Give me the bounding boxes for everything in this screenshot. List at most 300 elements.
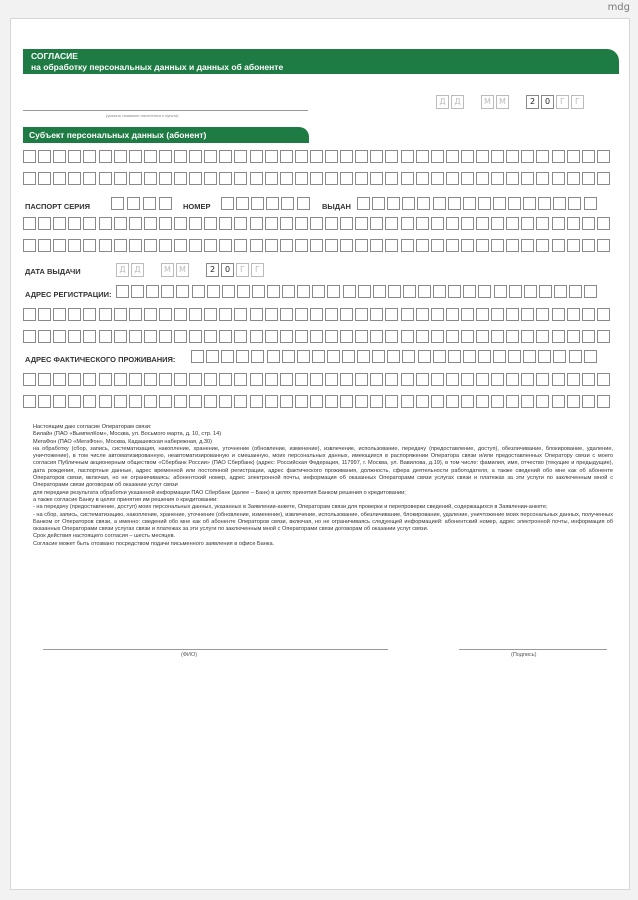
char-box[interactable]: [446, 150, 459, 163]
char-box[interactable]: [325, 217, 338, 230]
char-box[interactable]: [355, 239, 368, 252]
char-box[interactable]: [129, 308, 142, 321]
char-box[interactable]: [463, 350, 476, 363]
char-box[interactable]: [597, 150, 610, 163]
char-box[interactable]: [174, 308, 187, 321]
char-box[interactable]: [280, 395, 293, 408]
char-box[interactable]: [358, 285, 371, 298]
char-box[interactable]: [506, 239, 519, 252]
char-box[interactable]: [99, 172, 112, 185]
char-box[interactable]: [340, 150, 353, 163]
char-box[interactable]: [494, 285, 507, 298]
char-box[interactable]: [189, 172, 202, 185]
char-box[interactable]: [327, 285, 340, 298]
char-box[interactable]: [491, 308, 504, 321]
char-box[interactable]: [189, 150, 202, 163]
char-box[interactable]: [569, 285, 582, 298]
char-box[interactable]: [114, 217, 127, 230]
char-box[interactable]: [99, 330, 112, 343]
char-box[interactable]: [461, 330, 474, 343]
char-box[interactable]: [297, 285, 310, 298]
char-box[interactable]: [582, 330, 595, 343]
char-box[interactable]: [144, 239, 157, 252]
char-box[interactable]: [265, 172, 278, 185]
char-box[interactable]: [250, 373, 263, 386]
char-box[interactable]: [297, 350, 310, 363]
char-box[interactable]: [221, 197, 234, 210]
char-box[interactable]: [297, 197, 310, 210]
char-box[interactable]: [431, 373, 444, 386]
char-box[interactable]: [416, 330, 429, 343]
char-box[interactable]: [312, 350, 325, 363]
char-box[interactable]: [567, 239, 580, 252]
char-box[interactable]: [280, 373, 293, 386]
char-box[interactable]: [552, 172, 565, 185]
char-box[interactable]: [448, 197, 461, 210]
char-box[interactable]: [597, 373, 610, 386]
char-box[interactable]: [476, 239, 489, 252]
char-box[interactable]: [508, 197, 521, 210]
char-box[interactable]: [221, 350, 234, 363]
char-box[interactable]: [68, 172, 81, 185]
char-box[interactable]: [478, 285, 491, 298]
char-box[interactable]: [295, 172, 308, 185]
char-box[interactable]: [68, 373, 81, 386]
char-box[interactable]: [491, 150, 504, 163]
char-box[interactable]: [99, 395, 112, 408]
char-box[interactable]: [159, 217, 172, 230]
char-box[interactable]: [340, 395, 353, 408]
char-box[interactable]: [538, 350, 551, 363]
char-box[interactable]: [252, 285, 265, 298]
char-box[interactable]: [355, 395, 368, 408]
char-box[interactable]: [204, 239, 217, 252]
char-box[interactable]: [552, 217, 565, 230]
char-box[interactable]: [401, 395, 414, 408]
char-box[interactable]: [506, 330, 519, 343]
fio-field[interactable]: [43, 649, 388, 650]
date-char-cell[interactable]: Г: [571, 95, 584, 109]
char-box[interactable]: [446, 172, 459, 185]
char-box[interactable]: [491, 217, 504, 230]
char-box[interactable]: [265, 150, 278, 163]
date-char-cell[interactable]: М: [481, 95, 494, 109]
char-box[interactable]: [536, 330, 549, 343]
char-box[interactable]: [144, 172, 157, 185]
char-box[interactable]: [83, 150, 96, 163]
char-box[interactable]: [521, 172, 534, 185]
char-box[interactable]: [83, 308, 96, 321]
char-box[interactable]: [23, 395, 36, 408]
char-box[interactable]: [402, 197, 415, 210]
char-box[interactable]: [461, 373, 474, 386]
char-box[interactable]: [174, 239, 187, 252]
char-box[interactable]: [491, 330, 504, 343]
char-box[interactable]: [83, 373, 96, 386]
char-box[interactable]: [582, 239, 595, 252]
char-box[interactable]: [219, 308, 232, 321]
char-box[interactable]: [146, 285, 159, 298]
char-box[interactable]: [234, 172, 247, 185]
char-box[interactable]: [461, 217, 474, 230]
char-box[interactable]: [597, 217, 610, 230]
char-box[interactable]: [446, 330, 459, 343]
char-box[interactable]: [310, 308, 323, 321]
char-box[interactable]: [174, 395, 187, 408]
char-box[interactable]: [416, 172, 429, 185]
char-box[interactable]: [250, 172, 263, 185]
char-box[interactable]: [385, 330, 398, 343]
char-box[interactable]: [99, 150, 112, 163]
char-box[interactable]: [521, 217, 534, 230]
char-box[interactable]: [493, 350, 506, 363]
char-box[interactable]: [131, 285, 144, 298]
date-char-cell[interactable]: Д: [436, 95, 449, 109]
char-box[interactable]: [355, 330, 368, 343]
char-box[interactable]: [159, 373, 172, 386]
char-box[interactable]: [401, 172, 414, 185]
char-box[interactable]: [53, 172, 66, 185]
date-char-cell[interactable]: М: [161, 263, 174, 277]
char-box[interactable]: [250, 395, 263, 408]
char-box[interactable]: [129, 239, 142, 252]
char-box[interactable]: [355, 373, 368, 386]
char-box[interactable]: [418, 285, 431, 298]
char-box[interactable]: [521, 395, 534, 408]
char-box[interactable]: [325, 172, 338, 185]
char-box[interactable]: [295, 239, 308, 252]
char-box[interactable]: [491, 373, 504, 386]
char-box[interactable]: [446, 308, 459, 321]
char-box[interactable]: [461, 395, 474, 408]
char-box[interactable]: [295, 308, 308, 321]
char-box[interactable]: [174, 217, 187, 230]
char-box[interactable]: [370, 373, 383, 386]
char-box[interactable]: [401, 239, 414, 252]
char-box[interactable]: [388, 285, 401, 298]
char-box[interactable]: [129, 373, 142, 386]
char-box[interactable]: [401, 150, 414, 163]
char-box[interactable]: [343, 285, 356, 298]
char-box[interactable]: [295, 395, 308, 408]
char-box[interactable]: [68, 239, 81, 252]
char-box[interactable]: [310, 172, 323, 185]
char-box[interactable]: [295, 217, 308, 230]
char-box[interactable]: [219, 373, 232, 386]
char-box[interactable]: [267, 285, 280, 298]
char-box[interactable]: [23, 172, 36, 185]
char-box[interactable]: [567, 308, 580, 321]
char-box[interactable]: [493, 197, 506, 210]
char-box[interactable]: [189, 308, 202, 321]
char-box[interactable]: [99, 217, 112, 230]
char-box[interactable]: [552, 330, 565, 343]
char-box[interactable]: [431, 150, 444, 163]
char-box[interactable]: [144, 330, 157, 343]
char-box[interactable]: [325, 308, 338, 321]
char-box[interactable]: [219, 395, 232, 408]
char-box[interactable]: [129, 330, 142, 343]
date-char-cell[interactable]: Г: [556, 95, 569, 109]
char-box[interactable]: [325, 330, 338, 343]
char-box[interactable]: [463, 197, 476, 210]
char-box[interactable]: [476, 373, 489, 386]
char-box[interactable]: [38, 330, 51, 343]
char-box[interactable]: [431, 217, 444, 230]
char-box[interactable]: [582, 373, 595, 386]
char-box[interactable]: [280, 330, 293, 343]
char-box[interactable]: [234, 150, 247, 163]
char-box[interactable]: [372, 197, 385, 210]
date-char-cell[interactable]: 0: [541, 95, 554, 109]
char-box[interactable]: [385, 395, 398, 408]
char-box[interactable]: [68, 150, 81, 163]
char-box[interactable]: [523, 197, 536, 210]
char-box[interactable]: [355, 172, 368, 185]
char-box[interactable]: [174, 330, 187, 343]
char-box[interactable]: [189, 373, 202, 386]
char-box[interactable]: [476, 308, 489, 321]
char-box[interactable]: [582, 150, 595, 163]
char-box[interactable]: [509, 285, 522, 298]
char-box[interactable]: [250, 217, 263, 230]
char-box[interactable]: [402, 350, 415, 363]
char-box[interactable]: [597, 395, 610, 408]
char-box[interactable]: [53, 239, 66, 252]
char-box[interactable]: [416, 150, 429, 163]
char-box[interactable]: [53, 217, 66, 230]
char-box[interactable]: [129, 217, 142, 230]
char-box[interactable]: [189, 239, 202, 252]
char-box[interactable]: [491, 239, 504, 252]
char-box[interactable]: [446, 217, 459, 230]
char-box[interactable]: [161, 285, 174, 298]
char-box[interactable]: [431, 172, 444, 185]
char-box[interactable]: [582, 395, 595, 408]
char-box[interactable]: [53, 330, 66, 343]
char-box[interactable]: [597, 239, 610, 252]
char-box[interactable]: [83, 239, 96, 252]
char-box[interactable]: [582, 217, 595, 230]
date-char-cell[interactable]: 2: [526, 95, 539, 109]
char-box[interactable]: [431, 330, 444, 343]
char-box[interactable]: [38, 172, 51, 185]
date-char-cell[interactable]: М: [496, 95, 509, 109]
char-box[interactable]: [552, 308, 565, 321]
char-box[interactable]: [325, 150, 338, 163]
char-box[interactable]: [144, 373, 157, 386]
char-box[interactable]: [597, 172, 610, 185]
char-box[interactable]: [523, 350, 536, 363]
char-box[interactable]: [204, 395, 217, 408]
char-box[interactable]: [174, 172, 187, 185]
char-box[interactable]: [491, 172, 504, 185]
char-box[interactable]: [491, 395, 504, 408]
char-box[interactable]: [234, 217, 247, 230]
date-char-cell[interactable]: 2: [206, 263, 219, 277]
char-box[interactable]: [265, 330, 278, 343]
char-box[interactable]: [282, 285, 295, 298]
date-char-cell[interactable]: Г: [251, 263, 264, 277]
char-box[interactable]: [159, 239, 172, 252]
char-box[interactable]: [280, 239, 293, 252]
char-box[interactable]: [53, 373, 66, 386]
char-box[interactable]: [506, 373, 519, 386]
date-char-cell[interactable]: 0: [221, 263, 234, 277]
char-box[interactable]: [476, 395, 489, 408]
char-box[interactable]: [521, 330, 534, 343]
char-box[interactable]: [129, 172, 142, 185]
char-box[interactable]: [38, 239, 51, 252]
char-box[interactable]: [144, 308, 157, 321]
char-box[interactable]: [521, 239, 534, 252]
char-box[interactable]: [387, 350, 400, 363]
char-box[interactable]: [174, 373, 187, 386]
char-box[interactable]: [204, 150, 217, 163]
city-field[interactable]: [23, 110, 308, 111]
char-box[interactable]: [219, 217, 232, 230]
char-box[interactable]: [401, 330, 414, 343]
char-box[interactable]: [325, 373, 338, 386]
char-box[interactable]: [295, 150, 308, 163]
char-box[interactable]: [372, 350, 385, 363]
char-box[interactable]: [266, 197, 279, 210]
char-box[interactable]: [159, 308, 172, 321]
char-box[interactable]: [416, 308, 429, 321]
char-box[interactable]: [280, 308, 293, 321]
char-box[interactable]: [114, 330, 127, 343]
char-box[interactable]: [23, 373, 36, 386]
char-box[interactable]: [237, 285, 250, 298]
char-box[interactable]: [192, 285, 205, 298]
date-char-cell[interactable]: Д: [131, 263, 144, 277]
char-box[interactable]: [340, 239, 353, 252]
char-box[interactable]: [159, 150, 172, 163]
char-box[interactable]: [431, 239, 444, 252]
char-box[interactable]: [597, 330, 610, 343]
char-box[interactable]: [370, 217, 383, 230]
char-box[interactable]: [417, 197, 430, 210]
char-box[interactable]: [265, 217, 278, 230]
char-box[interactable]: [53, 150, 66, 163]
char-box[interactable]: [250, 330, 263, 343]
char-box[interactable]: [446, 395, 459, 408]
char-box[interactable]: [370, 239, 383, 252]
char-box[interactable]: [23, 330, 36, 343]
char-box[interactable]: [584, 285, 597, 298]
char-box[interactable]: [387, 197, 400, 210]
char-box[interactable]: [114, 172, 127, 185]
char-box[interactable]: [433, 197, 446, 210]
char-box[interactable]: [370, 395, 383, 408]
char-box[interactable]: [416, 395, 429, 408]
char-box[interactable]: [524, 285, 537, 298]
char-box[interactable]: [448, 350, 461, 363]
char-box[interactable]: [234, 373, 247, 386]
char-box[interactable]: [385, 308, 398, 321]
char-box[interactable]: [401, 308, 414, 321]
char-box[interactable]: [143, 197, 156, 210]
char-box[interactable]: [281, 197, 294, 210]
char-box[interactable]: [204, 217, 217, 230]
char-box[interactable]: [295, 373, 308, 386]
char-box[interactable]: [536, 239, 549, 252]
char-box[interactable]: [68, 395, 81, 408]
char-box[interactable]: [342, 350, 355, 363]
char-box[interactable]: [552, 373, 565, 386]
char-box[interactable]: [38, 150, 51, 163]
char-box[interactable]: [176, 285, 189, 298]
char-box[interactable]: [385, 217, 398, 230]
char-box[interactable]: [207, 285, 220, 298]
char-box[interactable]: [191, 350, 204, 363]
char-box[interactable]: [159, 395, 172, 408]
char-box[interactable]: [114, 395, 127, 408]
char-box[interactable]: [282, 350, 295, 363]
char-box[interactable]: [567, 150, 580, 163]
char-box[interactable]: [584, 350, 597, 363]
char-box[interactable]: [416, 239, 429, 252]
char-box[interactable]: [355, 150, 368, 163]
char-box[interactable]: [144, 150, 157, 163]
char-box[interactable]: [204, 373, 217, 386]
char-box[interactable]: [280, 150, 293, 163]
char-box[interactable]: [385, 150, 398, 163]
char-box[interactable]: [567, 172, 580, 185]
char-box[interactable]: [582, 308, 595, 321]
char-box[interactable]: [234, 308, 247, 321]
char-box[interactable]: [265, 373, 278, 386]
char-box[interactable]: [99, 373, 112, 386]
char-box[interactable]: [53, 308, 66, 321]
char-box[interactable]: [38, 217, 51, 230]
char-box[interactable]: [370, 150, 383, 163]
char-box[interactable]: [508, 350, 521, 363]
char-box[interactable]: [222, 285, 235, 298]
char-box[interactable]: [312, 285, 325, 298]
char-box[interactable]: [461, 150, 474, 163]
char-box[interactable]: [99, 308, 112, 321]
char-box[interactable]: [38, 373, 51, 386]
char-box[interactable]: [83, 172, 96, 185]
char-box[interactable]: [280, 217, 293, 230]
char-box[interactable]: [370, 172, 383, 185]
char-box[interactable]: [234, 330, 247, 343]
char-box[interactable]: [461, 308, 474, 321]
char-box[interactable]: [568, 197, 581, 210]
char-box[interactable]: [401, 373, 414, 386]
char-box[interactable]: [144, 217, 157, 230]
char-box[interactable]: [506, 395, 519, 408]
char-box[interactable]: [552, 239, 565, 252]
char-box[interactable]: [189, 217, 202, 230]
char-box[interactable]: [521, 308, 534, 321]
char-box[interactable]: [506, 150, 519, 163]
char-box[interactable]: [251, 350, 264, 363]
char-box[interactable]: [310, 373, 323, 386]
char-box[interactable]: [373, 285, 386, 298]
char-box[interactable]: [129, 395, 142, 408]
char-box[interactable]: [159, 172, 172, 185]
char-box[interactable]: [416, 217, 429, 230]
char-box[interactable]: [204, 172, 217, 185]
char-box[interactable]: [340, 330, 353, 343]
char-box[interactable]: [99, 239, 112, 252]
char-box[interactable]: [189, 395, 202, 408]
char-box[interactable]: [553, 197, 566, 210]
char-box[interactable]: [476, 330, 489, 343]
char-box[interactable]: [433, 285, 446, 298]
